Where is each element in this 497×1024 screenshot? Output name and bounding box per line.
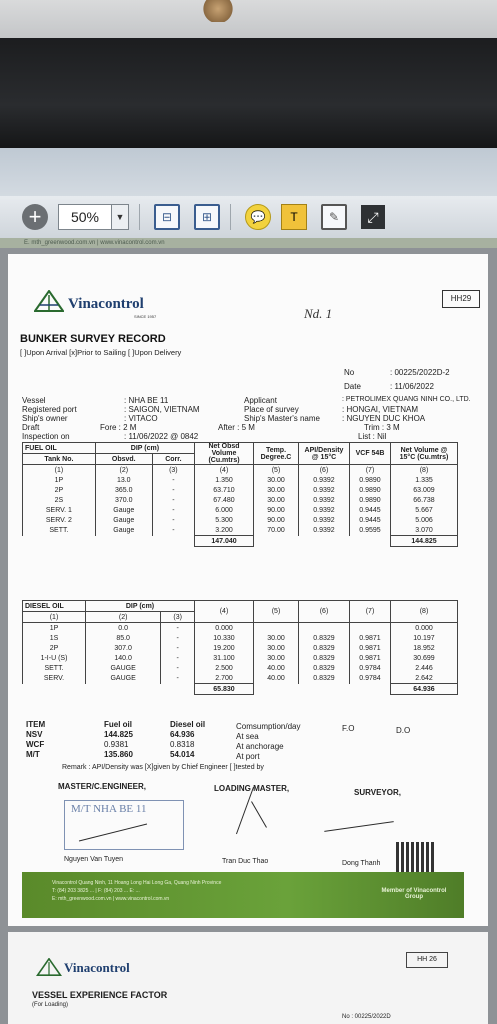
table-cell: - [152,485,194,495]
signature [251,801,267,827]
fuel-oil-table [22,442,458,547]
table-cell: 1.350 [195,475,254,485]
index-cell: (5) [254,601,299,623]
table-cell: 0.8329 [299,653,350,663]
summary-cell: 144.825 [104,730,133,739]
summary-cell: 64.936 [170,730,195,739]
page2-subtitle: (For Loading) [32,1002,69,1008]
diesel-oil-section: DIESEL OIL [23,601,86,612]
highlight-icon[interactable]: T [281,204,307,230]
diesel-net-total: 64.936 [391,684,458,695]
table-cell: - [161,653,195,663]
list-value: List : Nil [358,432,387,441]
table-cell: 0.000 [195,623,254,634]
table-cell: 30.00 [254,653,299,663]
tank-no-header: Tank No. [23,454,96,465]
wall-ornament [198,0,238,22]
temp-header: Temp. Degree.C [254,443,299,465]
table-cell: 2P [23,485,96,495]
table-cell: 10.197 [391,633,458,643]
table-cell: 1P [23,623,86,634]
diesel-oil-table [22,600,458,695]
table-cell: 0.9890 [350,485,391,495]
surveyor-label: SURVEYOR, [354,788,401,797]
table-cell: 85.0 [86,633,161,643]
table-cell: 40.00 [254,663,299,673]
table-cell: 0.8329 [299,643,350,653]
table-cell: 0.9392 [299,495,350,505]
table-cell: 140.0 [86,653,161,663]
document-header-strip: E. mth_greenwood.com.vn | www.vinacontrol.com.vn [0,238,497,248]
table-cell: 0.9784 [350,673,391,684]
index-cell: (8) [391,601,458,623]
table-cell: - [152,495,194,505]
fuel-net-total: 144.825 [391,536,458,547]
summary-cell: At port [236,752,260,761]
toolbar-divider [230,204,231,230]
table-cell: 30.00 [254,643,299,653]
table-cell: 19.200 [195,643,254,653]
pdf-toolbar [0,196,497,239]
reference-box-2: HH 26 [406,952,448,968]
stamp-text: M/T NHA BE 11 [71,803,147,815]
table-cell: - [152,505,194,515]
index-cell: (1) [23,465,96,476]
ship-owner-value: : VITACO [124,414,158,423]
inspection-value: : 11/06/2022 @ 0842 [124,432,199,441]
loading-master-name: Tran Duc Thao [222,858,269,865]
table-cell: - [152,475,194,485]
table-cell [254,623,299,634]
table-cell: 0.9392 [299,485,350,495]
logo-name-2: Vinacontrol [64,960,130,975]
dip-header: DIP (cm) [95,443,194,454]
date-value: : 11/06/2022 [390,382,434,391]
summary-cell: At sea [236,732,259,741]
applicant-value: : PETROLIMEX QUANG NINH CO., LTD. [342,396,471,403]
index-cell: (3) [161,612,195,623]
table-cell: SERV. 2 [23,515,96,525]
table-cell: Gauge [95,505,152,515]
footer-member: Member of Vinacontrol Group [381,888,447,900]
table-cell: 70.00 [254,525,299,536]
loading-master-label: LOADING MASTER, [214,784,290,793]
table-cell: 0.8329 [299,663,350,673]
pdf-page-2 [8,932,488,1024]
no-label: No [344,368,355,377]
table-row [23,505,458,515]
table-cell: 18.952 [391,643,458,653]
master-sign-label: MASTER/C.ENGINEER, [58,782,147,791]
table-cell: 2.642 [391,673,458,684]
table-cell: 0.9392 [299,475,350,485]
master-value: : NGUYEN DUC KHOA [342,414,426,423]
table-cell: - [161,623,195,634]
fit-width-icon[interactable]: ⊞ [194,204,220,230]
master-name: Nguyen Van Tuyen [64,856,124,863]
comment-icon[interactable]: 💬 [245,204,271,230]
index-cell: (5) [254,465,299,476]
table-row [23,623,458,634]
draft-after-value: After : 5 M [218,423,255,432]
summary-fuel-header: Fuel oil [104,720,132,729]
table-cell: GAUGE [86,673,161,684]
table-cell: 66.738 [391,495,458,505]
net-volume-header: Net Volume @ 15°C (Cu.mtrs) [391,443,458,465]
obsvd-header: Obsvd. [95,454,152,465]
index-cell: (6) [299,465,350,476]
table-row [23,673,458,684]
zoom-in-icon[interactable]: + [22,204,48,230]
table-cell: SERV. [23,673,86,684]
summary-cell: 135.860 [104,750,133,759]
table-cell: 13.0 [95,475,152,485]
index-cell: (2) [86,612,161,623]
table-cell: 1.335 [391,475,458,485]
table-cell [350,623,391,634]
applicant-label: Applicant [244,396,277,405]
table-cell: 0.8329 [299,633,350,643]
table-row [23,475,458,485]
signature [324,821,393,832]
signature [236,787,254,834]
table-cell: SETT. [23,525,96,536]
summary-cell: 0.8318 [170,740,195,749]
summary-item-header: ITEM [26,720,46,729]
summary-cell: At anchorage [236,742,284,751]
table-cell: - [161,663,195,673]
table-cell: 365.0 [95,485,152,495]
index-cell: (8) [391,465,458,476]
table-cell: 5.300 [195,515,254,525]
table-cell [299,623,350,634]
registered-port-value: : SAIGON, VIETNAM [124,405,200,414]
table-cell: 2.500 [195,663,254,673]
table-row [23,485,458,495]
fit-page-icon[interactable]: ⊟ [154,204,180,230]
table-cell: 0.9445 [350,515,391,525]
summary-cell: 54.014 [170,750,195,759]
table-cell: 0.8329 [299,673,350,684]
index-cell: (4) [195,601,254,623]
table-cell: 307.0 [86,643,161,653]
summary-diesel-header: Diesel oil [170,720,206,729]
vcf-header: VCF 54B [350,443,391,465]
table-cell: GAUGE [86,663,161,673]
expand-icon[interactable]: ⤢ [361,205,385,229]
place-label: Place of survey [244,405,299,414]
window-titlebar [0,148,497,196]
page-title: BUNKER SURVEY RECORD [20,333,166,345]
table-cell: 3.200 [195,525,254,536]
no-value: : 00225/2022D-2 [390,368,450,377]
trim-value: Trim : 3 M [364,423,400,432]
fuel-obs-total: 147.040 [195,536,254,547]
table-cell: - [161,643,195,653]
vessel-label: Vessel [22,396,46,405]
master-label: Ship's Master's name [244,414,320,423]
survey-type: [ ]Upon Arrival [x]Prior to Sailing [ ]Upon Delivery [20,348,182,357]
summary-cell: 0.9381 [104,740,129,749]
table-cell: 63.710 [195,485,254,495]
table-cell: 5.667 [391,505,458,515]
table-cell: 6.000 [195,505,254,515]
consumption-header: Comsumption/day [236,722,301,731]
table-cell: 30.00 [254,485,299,495]
table-row [23,495,458,505]
fo-header: F.O [342,724,355,733]
toolbar-divider [139,204,140,230]
table-cell: 30.00 [254,633,299,643]
table-cell: Gauge [95,525,152,536]
page2-no: No : 00225/2022D [342,1014,391,1020]
table-cell: 370.0 [95,495,152,505]
footer-address: Vinacontrol Quang Ninh, 11 Hoang Long Hai Long Ga, Quang Ninh Province [52,880,222,886]
index-cell: (4) [195,465,254,476]
index-cell: (6) [299,601,350,623]
corr-header: Corr. [152,454,194,465]
do-header: D.O [396,726,411,735]
table-cell: SETT. [23,663,86,673]
table-cell: 0.0 [86,623,161,634]
table-row [23,525,458,536]
table-row [23,633,458,643]
logo-name: Vinacontrol [68,296,144,312]
table-cell: - [152,525,194,536]
table-cell: 2.446 [391,663,458,673]
api-header: API/Density @ 15°C [299,443,350,465]
summary-cell: M/T [26,750,40,759]
table-cell: 31.100 [195,653,254,663]
date-label: Date [344,382,361,391]
table-cell: 90.00 [254,515,299,525]
vessel-value: : NHA BE 11 [124,396,169,405]
table-cell: 0.9784 [350,663,391,673]
pencil-icon[interactable]: ✎ [321,204,347,230]
table-cell: 67.480 [195,495,254,505]
table-cell: SERV. 1 [23,505,96,515]
net-obsd-header: Net Obsd Volume (Cu.mtrs) [195,443,254,465]
table-cell: 2.700 [195,673,254,684]
table-row [23,643,458,653]
surveyor-name: Dong Thanh [342,860,381,867]
inspection-label: Inspection on [22,432,70,441]
table-cell: 0.9871 [350,653,391,663]
table-cell: 0.9871 [350,643,391,653]
table-cell: Gauge [95,515,152,525]
table-cell: 90.00 [254,505,299,515]
footer-web: E: mth_greenwood.com.vn | www.vinacontrol.com.vn [52,896,170,902]
table-cell: 2S [23,495,96,505]
monitor-bezel [0,38,497,150]
table-cell: 1S [23,633,86,643]
table-cell: 0.9392 [299,505,350,515]
draft-fore-value: Fore : 2 M [100,423,137,432]
table-cell: 0.9595 [350,525,391,536]
table-cell: 0.9392 [299,525,350,536]
diesel-obs-total: 65.830 [195,684,254,695]
ship-stamp [64,800,184,850]
index-cell: (1) [23,612,86,623]
table-cell: 0.9871 [350,633,391,643]
table-cell: 0.9890 [350,495,391,505]
dip-header: DIP (cm) [86,601,195,612]
registered-port-label: Registered port [22,405,77,414]
remark-text: Remark : API/Density was [X]given by Chief Engineer [ ]tested by [62,764,264,771]
handwritten-mark: Nd. 1 [304,306,333,321]
table-cell: 0.9392 [299,515,350,525]
summary-cell: NSV [26,730,43,739]
table-cell: 10.330 [195,633,254,643]
index-cell: (2) [95,465,152,476]
ship-owner-label: Ship's owner [22,414,68,423]
table-cell: 40.00 [254,673,299,684]
index-cell: (3) [152,465,194,476]
table-cell: 63.009 [391,485,458,495]
place-value: : HONGAI, VIETNAM [342,405,419,414]
table-cell: - [161,633,195,643]
table-cell: 5.006 [391,515,458,525]
index-cell: (7) [350,601,391,623]
pdf-page [8,254,488,926]
logo-since: SINCE 1957 [134,314,157,319]
table-row [23,515,458,525]
table-cell: 30.00 [254,495,299,505]
background-wall [0,0,497,40]
table-cell: 0.9890 [350,475,391,485]
fuel-oil-section: FUEL OIL [23,443,96,454]
table-cell: 30.00 [254,475,299,485]
draft-label: Draft [22,423,40,432]
table-cell: 1P [23,475,96,485]
table-row [23,663,458,673]
table-cell: 0.000 [391,623,458,634]
table-cell: 0.9445 [350,505,391,515]
table-cell: - [161,673,195,684]
reference-box: HH29 [442,290,480,308]
vinacontrol-logo-icon [34,290,64,312]
table-cell: - [152,515,194,525]
index-cell: (7) [350,465,391,476]
page2-title: VESSEL EXPERIENCE FACTOR [32,990,168,1000]
zoom-input[interactable]: 50% [58,204,112,230]
chevron-down-icon[interactable]: ▼ [112,204,129,230]
table-cell: 3.070 [391,525,458,536]
summary-cell: WCF [26,740,45,749]
table-cell: 2P [23,643,86,653]
table-row [23,653,458,663]
table-cell: 30.699 [391,653,458,663]
footer-band [22,872,464,918]
vinacontrol-logo-icon [36,958,62,976]
table-cell: 1-I-U (S) [23,653,86,663]
footer-contact: T: (84) 203 3825 ... | F: (84) 203 ... E: ... [52,888,140,894]
